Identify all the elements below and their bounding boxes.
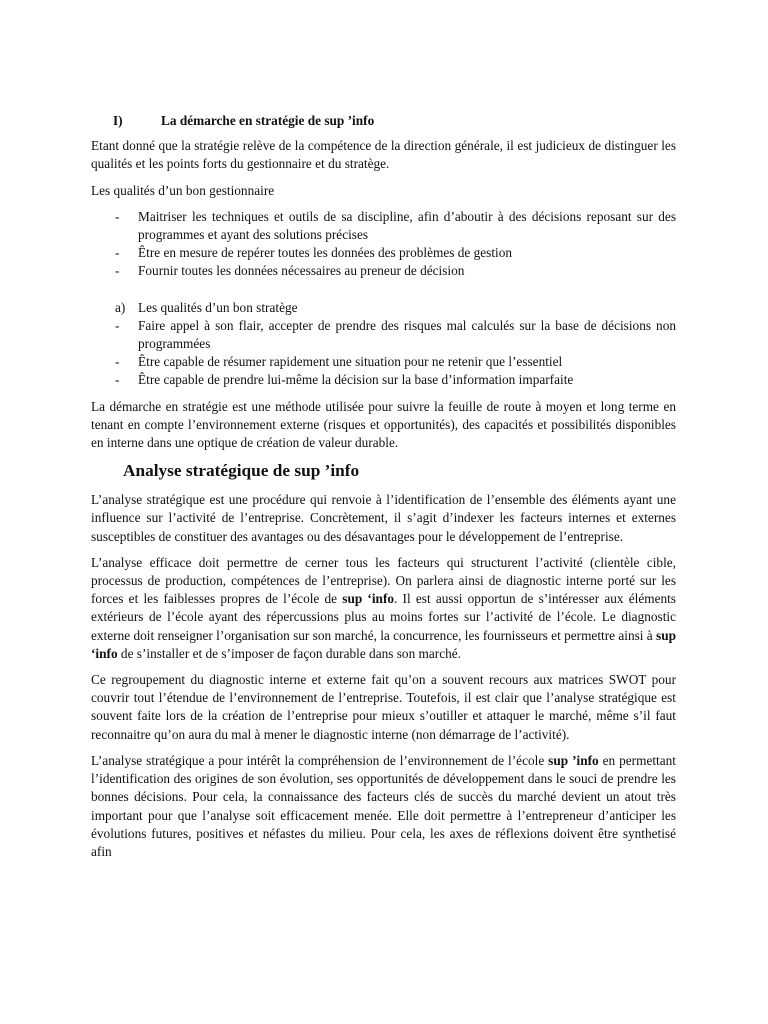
text-run: L’analyse efficace doit permettre de cerner tous les facteurs qui structurent l’activité (clientèle cible, processus de production, compétences de l’entreprise). On parlera ainsi de diagnostic interne porté sur les forces et les faiblesses propres de l’école de [91,554,676,607]
bullet-marker: - [115,354,120,370]
section-number: I) [113,113,123,128]
bullet-marker: - [115,208,120,224]
bullet-marker: - [115,372,120,388]
spacer [91,281,676,299]
analysis-paragraph-3: Ce regroupement du diagnostic interne et externe fait qu’on a souvent recours aux matrices SWOT pour couvrir tout l’étendue de l’environnement de l’entreprise. Toutefois, il est clair que l’analyse stratégique est souvent faite lors de la création de l’entreprise pour mieux s’outiller et attaquer le marché, même s’il faut reconnaitre qu’on aura du mal à mener le diagnostic interne (non démarrage de l’activité). [91,672,676,742]
gestionnaire-list [91,208,676,281]
text-run: de s’installer et de s’imposer de façon durable dans son marché. [117,645,461,661]
brand-name: sup ’info [548,752,599,768]
bullet-marker: - [115,317,120,333]
section-2-title: Analyse stratégique de sup ’info [123,461,360,481]
analysis-paragraph-2 [91,554,676,663]
list-item-text: Être capable de résumer rapidement une situation pour ne retenir que l’essentiel [138,354,563,370]
list-item-text: Être capable de prendre lui-même la décision sur la base d’information imparfaite [138,372,574,388]
analysis-paragraph-4 [91,752,676,861]
section-title: La démarche en stratégie de sup ’info [161,113,375,128]
section-heading [91,112,676,130]
list-item-text: Fournir toutes les données nécessaires au preneur de décision [138,263,465,279]
list-item [91,371,676,389]
list-item [91,208,676,244]
brand-name: sup ‘info [91,627,677,661]
list-letter-marker: a) [115,299,126,315]
stratege-heading: Les qualités d’un bon stratège [138,299,298,315]
bullet-marker: - [115,245,120,261]
brand-name: sup ‘info [342,591,395,607]
list-item [91,262,676,280]
conclusion-paragraph: La démarche en stratégie est une méthode utilisée pour suivre la feuille de route à moyen et long terme en tenant en compte l’environnement externe (risques et opportunités), des capacités et possibilités disponibles en interne dans une optique de création de valeur durable. [91,398,676,451]
list-item [91,244,676,262]
text-run: L’analyse stratégique a pour intérêt la compréhension de l’environnement de l’école [91,752,549,768]
stratege-block [91,299,676,390]
list-item [91,353,676,371]
intro-paragraph: Etant donné que la stratégie relève de la compétence de la direction générale, il est judicieux de distinguer les qualités et les points forts du gestionnaire et du stratège. [91,138,676,172]
gestionnaire-heading: Les qualités d’un bon gestionnaire [91,182,275,198]
analysis-paragraph-1: L’analyse stratégique est une procédure qui renvoie à l’identification de l’ensemble des éléments ayant une influence sur l’activité de l’entreprise. Concrètement, il s’agit d’indexer les facteurs internes et externes susceptibles de constituer des avantages ou des désavantages pour le développement de l’entreprise. [91,492,676,544]
stratege-list [91,299,676,390]
list-item [91,317,676,353]
list-item [91,299,676,317]
bullet-marker: - [115,263,120,279]
text-run: en permettant l’identification des origines de son évolution, ses opportunités de développement dans le souci de prendre les bonnes décisions. Pour cela, la connaissance des facteurs clés de succès du marché devient un atout très important pour que l’analyse soit efficacement menée. Elle doit permettre à l’entrepreneur d’anticiper les évolutions futures, positives et néfastes du milieu. Pour cela, les axes de réflexions doivent être synthetisé afin [91,752,676,859]
text-run: . Il est aussi opportun de s’intéresser aux éléments extérieurs de l’école ayant des répercussions plus au moins fortes sur l’activité de l’école. Le diagnostic externe doit renseigner l’organisation sur son marché, la concurrence, les fournisseurs et permettre ainsi à [91,591,676,643]
document-page [91,112,676,869]
list-item-text: Maitriser les techniques et outils de sa discipline, afin d’aboutir à des décisions reposant sur des programmes et ayant des solutions précises [138,208,676,243]
list-item-text: Être en mesure de repérer toutes les données des problèmes de gestion [138,245,513,261]
list-item-text: Faire appel à son flair, accepter de prendre des risques mal calculés sur la base de décisions non programmées [138,317,676,352]
